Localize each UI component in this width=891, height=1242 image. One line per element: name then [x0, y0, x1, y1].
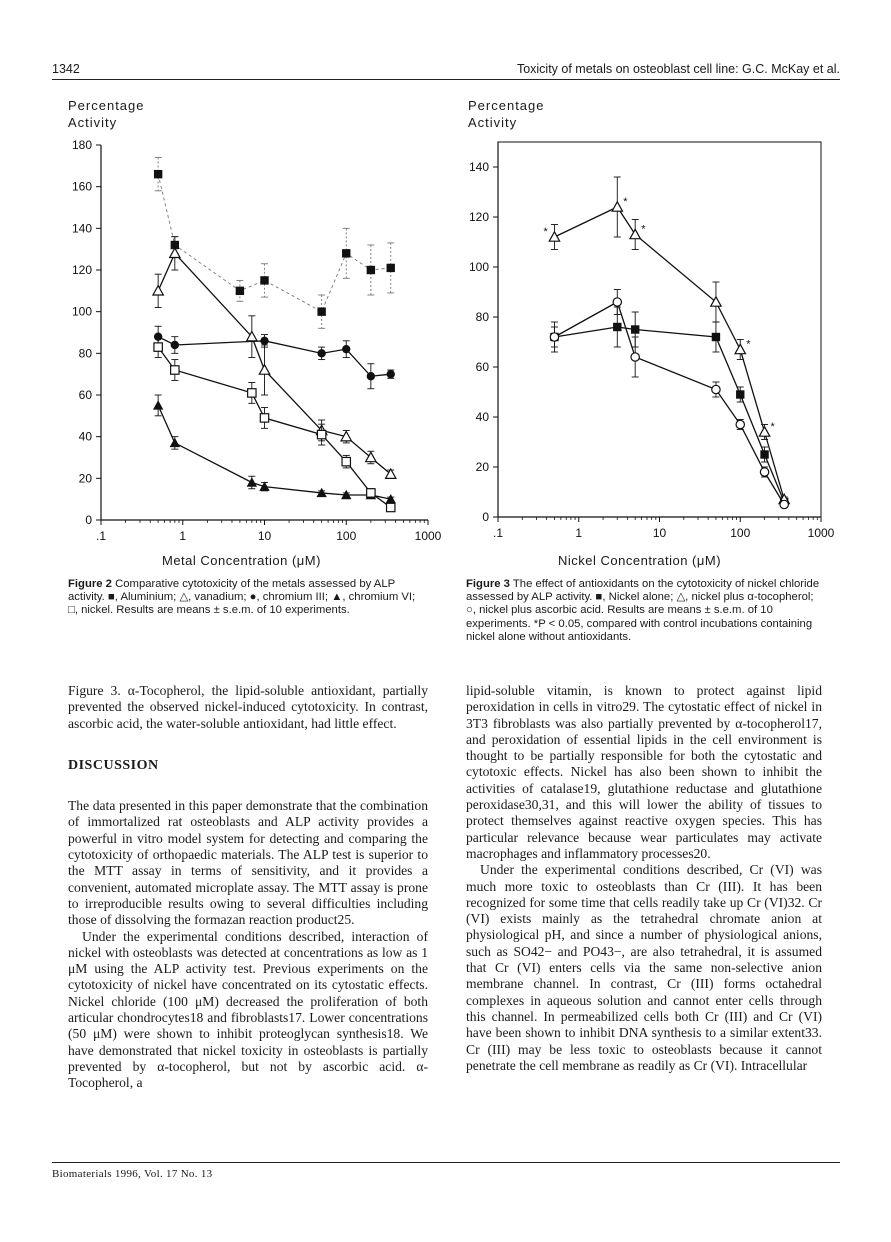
- data-point: [780, 500, 788, 508]
- y-tick-label: 40: [78, 429, 92, 444]
- data-point: [170, 248, 180, 257]
- data-point: [342, 249, 350, 257]
- data-point: [550, 333, 558, 341]
- discussion-paragraph-1: The data presented in this paper demonstrate that the combination of immortalized rat osteoblasts and ALP activity provides a powerful in vitro model system for detecting and comparing the cytotoxicity of orthopaedic materials. The ALP test is superior to the MTT assay in terms of sensitivity, and it provides a convenient, automated microplate assay. The MTT assay is prone to irreproducible results owing to several difficulties including those of dissolving the formazan reaction product25.: [68, 798, 428, 928]
- series-nickel-plus-alpha-tocopherol: [543, 177, 789, 504]
- x-tick-label: 10: [652, 526, 667, 540]
- data-point: [236, 287, 244, 295]
- data-point: [367, 372, 375, 380]
- data-point: [613, 323, 621, 331]
- data-point: [712, 333, 720, 341]
- data-point: [367, 266, 375, 274]
- figure3-xlabel: Nickel Concentration (μM): [558, 553, 722, 568]
- y-tick-label: 100: [468, 260, 489, 274]
- significance-asterisk: *: [746, 338, 751, 351]
- figure3-caption-number: Figure 3: [466, 578, 510, 590]
- x-tick-label: 10: [257, 529, 272, 543]
- y-tick-label: 60: [475, 360, 489, 374]
- data-point: [170, 438, 180, 447]
- y-tick-label: 0: [482, 510, 489, 524]
- series-chromium-iii: [154, 326, 395, 389]
- x-tick-label: .1: [492, 526, 504, 540]
- left-column: [68, 683, 428, 1092]
- right-paragraph-2: Under the experimental conditions described, Cr (VI) was much more toxic to osteoblasts than Cr (III). It has been recognized for some time that cells readily take up Cr (VI)32. Cr (VI) exists mainly as the tetrahedral chromate anion at physiological pH, and since a number of physiological anions, such as SO42− and PO43−, are also tetrahedral, it is assumed that Cr (VI) enters cells via the same non-selective anion membrane channel. In contrast, Cr (III) forms octahedral complexes in aqueous solution and cannot enter cells through this channel. In permeabilized cells both Cr (III) and Cr (VI) have been shown to inhibit DNA synthesis to a similar extent33. Cr (III) may be less toxic to osteoblasts because it cannot penetrate the cell membrane as readily as Cr (VI). Intracellular: [466, 862, 822, 1073]
- data-point: [342, 457, 350, 465]
- y-tick-label: 120: [468, 210, 489, 224]
- figure2-chart: [40, 134, 450, 549]
- figure2-ylabel-line2: Activity: [68, 115, 118, 130]
- header-rule: [52, 79, 840, 80]
- data-point: [736, 390, 744, 398]
- data-point: [317, 430, 325, 438]
- x-tick-label: 100: [730, 526, 751, 540]
- data-point: [248, 389, 256, 397]
- significance-asterisk: *: [770, 421, 775, 433]
- page-number: 1342: [52, 62, 80, 76]
- data-point: [387, 264, 395, 272]
- data-point: [247, 477, 257, 486]
- figure3-ylabel-line1: Percentage: [468, 98, 545, 113]
- data-point: [387, 503, 395, 511]
- data-point: [154, 170, 162, 178]
- series-line: [158, 253, 391, 474]
- figure3-ylabel: [468, 97, 545, 131]
- discussion-heading: DISCUSSION: [68, 757, 159, 773]
- y-tick-label: 20: [78, 471, 92, 486]
- x-tick-label: 1000: [414, 529, 442, 543]
- series-vanadium: [153, 237, 396, 479]
- x-tick-label: 1000: [807, 526, 835, 540]
- series-line: [554, 327, 784, 502]
- data-point: [612, 202, 622, 211]
- y-tick-label: 0: [85, 513, 92, 527]
- data-point: [317, 307, 325, 315]
- significance-asterisk: *: [623, 196, 628, 208]
- figure2-caption-text: Comparative cytotoxicity of the metals assessed by ALP activity. ■, Aluminium; △, vanadium; ●, chromium III; ▲, chromium VI; □, nickel. Results are means ± s.e.m. of 10 experiments.: [68, 578, 416, 617]
- data-point: [260, 414, 268, 422]
- data-point: [712, 385, 720, 393]
- significance-asterisk: *: [641, 223, 646, 236]
- data-point: [387, 370, 395, 378]
- data-point: [631, 325, 639, 333]
- data-point: [260, 337, 268, 345]
- figure2-xlabel: Metal Concentration (μM): [162, 553, 321, 568]
- y-tick-label: 60: [78, 388, 92, 402]
- figure3-ylabel-line2: Activity: [468, 115, 518, 130]
- footer-rule: [52, 1162, 840, 1163]
- series-line: [554, 207, 784, 500]
- y-tick-label: 100: [71, 304, 92, 319]
- figure3-caption: [466, 578, 822, 644]
- data-point: [260, 276, 268, 284]
- figure2-ylabel: [68, 97, 145, 131]
- data-point: [735, 344, 745, 353]
- series-line: [158, 174, 391, 312]
- figure2-caption-number: Figure 2: [68, 578, 112, 590]
- y-tick-label: 80: [78, 346, 92, 361]
- data-point: [171, 341, 179, 349]
- journal-footer: Biomaterials 1996, Vol. 17 No. 13: [52, 1168, 213, 1180]
- y-tick-label: 180: [71, 138, 92, 152]
- series-line: [158, 405, 391, 499]
- y-tick-label: 20: [475, 460, 489, 474]
- right-column: [466, 683, 822, 1074]
- data-point: [630, 229, 640, 238]
- x-tick-label: 100: [336, 529, 357, 543]
- data-point: [367, 489, 375, 497]
- running-title: Toxicity of metals on osteoblast cell line: G.C. McKay et al.: [516, 62, 840, 76]
- y-tick-label: 80: [475, 310, 489, 324]
- intro-paragraph: Figure 3. α-Tocopherol, the lipid-soluble antioxidant, partially prevented the observed nickel-induced cytotoxicity. In contrast, ascorbic acid, the water-soluble antioxidant, had little effect.: [68, 683, 428, 731]
- y-tick-label: 120: [71, 263, 92, 277]
- y-tick-label: 160: [71, 179, 92, 194]
- y-tick-label: 40: [475, 410, 489, 424]
- series-nickel-plus-ascorbic-acid: [550, 290, 788, 509]
- figure2-caption: [68, 578, 428, 618]
- data-point: [760, 450, 768, 458]
- series-line: [158, 337, 391, 377]
- significance-asterisk: *: [543, 226, 548, 238]
- discussion-paragraph-2: Under the experimental conditions described, interaction of nickel with osteoblasts was detected at concentrations as low as 1 μM using the ALP activity test. Previous experiments on the cytotoxicity of nickel have concentrated on its cytostatic effects. Nickel chloride (100 μM) decreased the proliferation of both articular chondrocytes18 and fibroblasts17. Lower concentrations (50 μM) were shown to inhibit proteoglycan synthesis18. We have demonstrated that nickel toxicity in osteoblasts is partially prevented by α-tocopherol, but not by ascorbic acid. α-Tocopherol, a: [68, 928, 428, 1091]
- data-point: [154, 343, 162, 351]
- y-tick-label: 140: [71, 221, 92, 236]
- series-nickel-alone: [550, 307, 788, 506]
- data-point: [549, 232, 559, 241]
- x-tick-label: 1: [179, 529, 187, 543]
- figure3-chart: [440, 134, 850, 549]
- data-point: [342, 345, 350, 353]
- y-tick-label: 140: [468, 160, 489, 174]
- data-point: [259, 365, 269, 374]
- data-point: [171, 366, 179, 374]
- data-point: [736, 420, 744, 428]
- data-point: [759, 427, 769, 436]
- right-paragraph-1: lipid-soluble vitamin, is known to protect against lipid peroxidation in cells in vitro29. The cytostatic effect of nickel in 3T3 fibroblasts was also partially prevented by α-tocopherol17, and peroxidation of essential lipids in the cell environment is thought to be partially responsible for both the cytostatic and cytotoxic effects. Nickel has also been shown to inhibit the activities of catalase19, glutathione reductase and glutathione peroxidase30,31, and this will lower the ability of tissues to protect themselves against reactive oxygen species. This has particular relevance because wear particulates may activate macrophages and inflammatory processes20.: [466, 683, 822, 861]
- x-tick-label: 1: [575, 526, 583, 540]
- data-point: [153, 286, 163, 295]
- figure3-caption-text: The effect of antioxidants on the cytotoxicity of nickel chloride assessed by ALP activity. ■, Nickel alone; △, nickel plus α-tocopherol; ○, nickel plus ascorbic acid. Results are means ± s.e.m. of 10 experiments. *P < 0.05, compared with control incubations containing nickel alone without antioxidants.: [466, 578, 820, 643]
- data-point: [317, 349, 325, 357]
- data-point: [613, 298, 621, 306]
- data-point: [631, 353, 639, 361]
- data-point: [760, 468, 768, 476]
- data-point: [153, 400, 163, 409]
- figure2-ylabel-line1: Percentage: [68, 98, 145, 113]
- x-tick-label: .1: [95, 529, 107, 543]
- series-chromium-vi: [153, 395, 396, 503]
- data-point: [259, 481, 269, 490]
- series-line: [158, 347, 391, 507]
- series-aluminium: [154, 158, 395, 329]
